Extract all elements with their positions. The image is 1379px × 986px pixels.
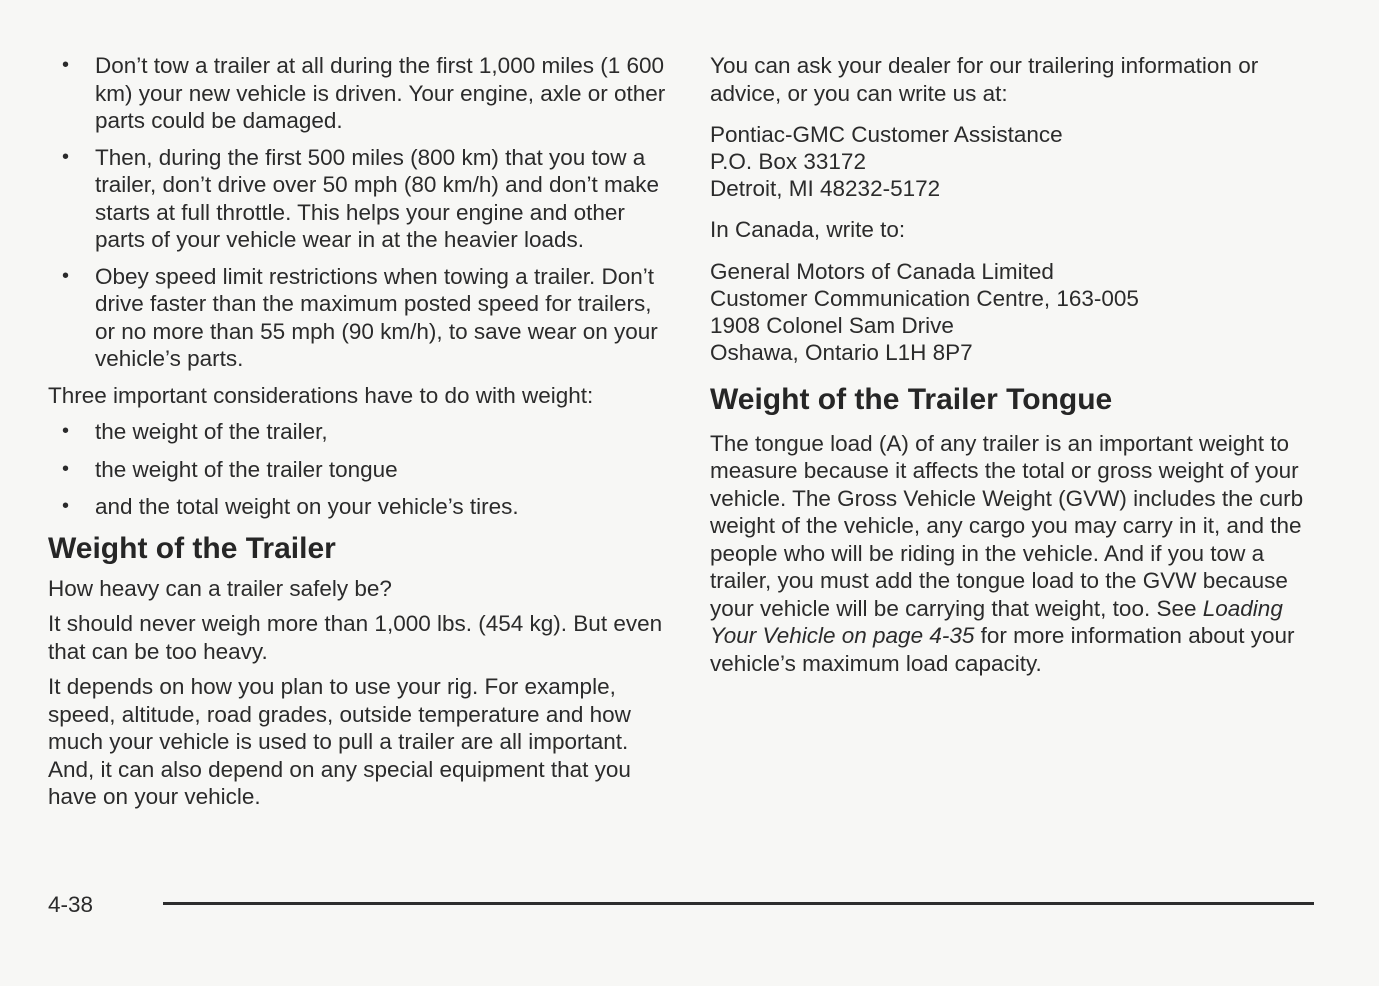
us-address-block [710,121,1320,202]
body-paragraph: It should never weigh more than 1,000 lbs. (454 kg). But even that can be too heavy. [48,611,663,664]
list-item: • the weight of the trailer, [48,418,673,446]
list-item: • and the total weight on your vehicle’s tires. [48,493,673,521]
address-line: Detroit, MI 48232-5172 [710,176,941,201]
right-column [710,52,1320,677]
address-line: Customer Communication Centre, 163-005 [710,285,1139,311]
paragraph-text: for more information about your vehicle’s maximum load capacity. [710,623,1295,676]
list-item: • Obey speed limit restrictions when towing a trailer. Don’t drive faster than the maximum posted speed for trailers, or no more than 55 mph (90 km/h), to save wear on your vehicle’s parts. [48,263,673,373]
cross-reference-link[interactable]: Loading Your Vehicle on page 4-35 [710,595,1283,648]
section-heading-tongue-weight: Weight of the Trailer Tongue [710,382,1113,416]
section-heading-trailer-weight: Weight of the Trailer [48,531,336,565]
body-paragraph: It depends on how you plan to use your rig. For example, speed, altitude, road grades, outside temperature and how much your vehicle is used to pull a trailer are all important. And, it can also depend on any special equipment that you have on your vehicle. [48,674,631,809]
page-number: 4-38 [48,892,94,917]
tongue-load-paragraph [710,430,1320,678]
list-item: • Then, during the first 500 miles (800 km) that you tow a trailer, don’t drive over 50 mph (80 km/h) and don’t make starts at full throttle. This helps your engine and other parts of your vehicle wear in at the heavier loads. [48,144,673,254]
towing-tips-list [48,52,673,373]
canada-address-block [710,258,1320,366]
list-item: • the weight of the trailer tongue [48,456,673,484]
considerations-list [48,418,673,521]
address-line: General Motors of Canada Limited [710,258,1054,284]
address-line: Oshawa, Ontario L1H 8P7 [710,339,973,365]
considerations-intro: Three important considerations have to do with weight: [48,382,594,408]
left-column [48,52,673,811]
address-line: 1908 Colonel Sam Drive [710,312,954,338]
contact-intro: You can ask your dealer for our trailering information or advice, or you can write us at: [710,53,1259,106]
address-line: P.O. Box 33172 [710,149,866,174]
question-text: How heavy can a trailer safely be? [48,575,392,601]
address-line: Pontiac-GMC Customer Assistance [710,122,1063,147]
list-item: • Don’t tow a trailer at all during the first 1,000 miles (1 600 km) your new vehicle is driven. Your engine, axle or other parts could be damaged. [48,52,673,135]
footer-divider [163,902,1314,905]
canada-intro: In Canada, write to: [710,217,906,242]
paragraph-text: The tongue load (A) of any trailer is an important weight to measure because it affects the total or gross weight of your vehicle. The Gross Vehicle Weight (GVW) includes the curb weight of the vehicle, any cargo you may carry in it, and the people who will be riding in the vehicle. And if you tow a trailer, you must add the tongue load to the GVW because your vehicle will be carrying that weight, too. See [710,430,1304,621]
